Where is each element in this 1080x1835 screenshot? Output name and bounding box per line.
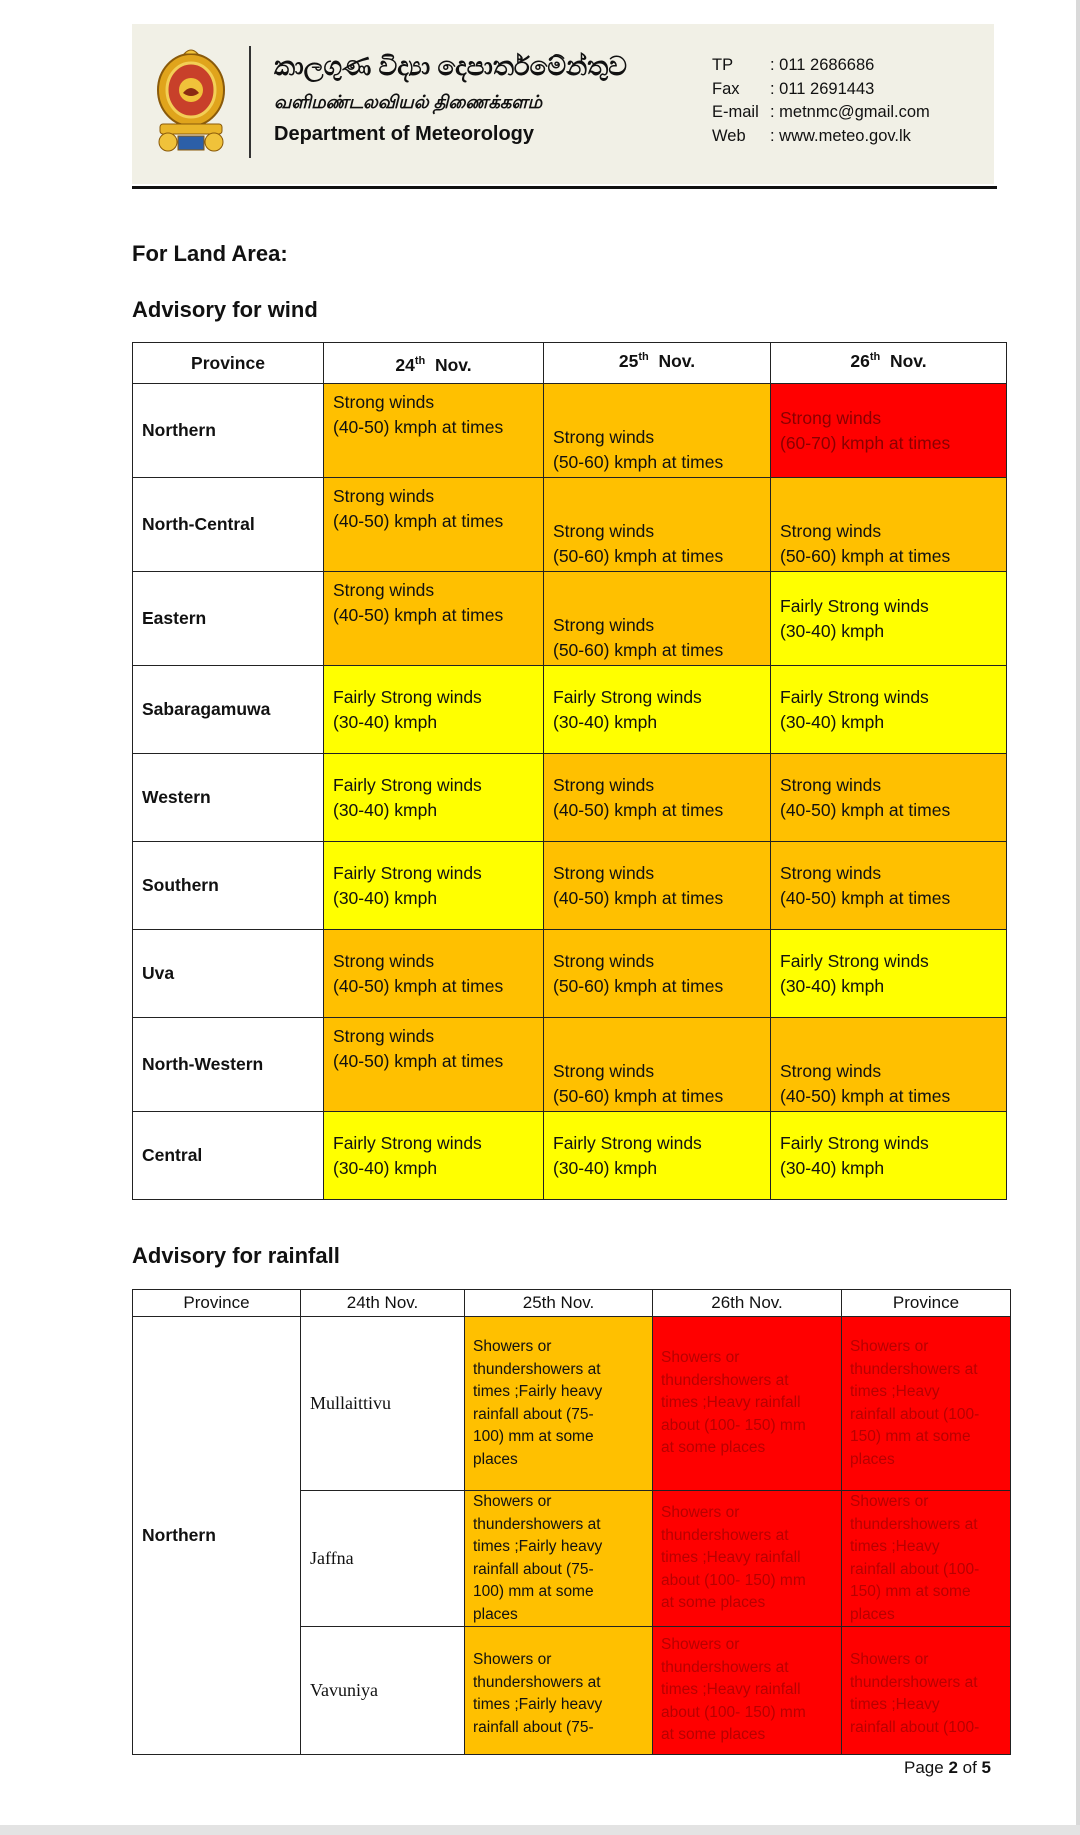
wind-advisory-text: Strong winds <box>553 774 655 795</box>
header-divider <box>249 46 251 158</box>
rain-advisory-line: times ;Heavy <box>850 1383 940 1400</box>
wind-province-cell: Uva <box>133 930 324 1018</box>
org-name-english: Department of Meteorology <box>274 123 535 145</box>
wind-advisory-cell <box>771 1018 1007 1112</box>
rain-advisory-line: Showers or <box>850 1493 929 1510</box>
wind-row <box>133 930 1007 1018</box>
rain-advisory-line: thundershowers at <box>661 1658 789 1676</box>
wind-advisory-cell <box>544 384 771 478</box>
wind-advisory-text: Strong winds <box>780 774 882 795</box>
rain-row <box>133 1317 1011 1491</box>
wind-advisory-cell <box>324 572 544 666</box>
wind-province-cell: Northern <box>133 384 324 478</box>
rain-advisory-cell <box>653 1491 842 1627</box>
wind-speed-text: (40-50) kmph at times <box>780 1086 951 1106</box>
wind-speed-text: (40-50) kmph at times <box>333 975 504 996</box>
wind-advisory-text: Fairly Strong winds <box>780 1132 929 1153</box>
rain-advisory-line: places <box>850 1605 895 1623</box>
rainfall-advisory-heading: Advisory for rainfall <box>132 1243 340 1268</box>
wind-speed-text: (50-60) kmph at times <box>553 640 724 660</box>
rain-advisory-cell <box>842 1491 1011 1627</box>
rain-advisory-line: times ;Heavy rainfall <box>661 1549 801 1567</box>
wind-advisory-cell <box>544 666 771 754</box>
rain-col-province-2: Province <box>842 1290 1011 1317</box>
rain-advisory-line: times ;Heavy rainfall <box>661 1394 801 1412</box>
wind-advisory-cell <box>544 930 771 1018</box>
wind-advisory-cell <box>544 478 771 572</box>
wind-advisory-cell <box>324 930 544 1018</box>
wind-advisory-cell <box>771 478 1007 572</box>
wind-row <box>133 572 1007 666</box>
contact-info <box>712 54 930 148</box>
rain-advisory-line: rainfall about (100- <box>850 1405 980 1423</box>
wind-speed-text: (30-40) kmph <box>780 975 885 996</box>
rain-advisory-line: thundershowers at <box>473 1673 601 1691</box>
letterhead <box>132 24 994 184</box>
wind-province-cell: North-Western <box>133 1018 324 1112</box>
rain-advisory-line: thundershowers at <box>850 1515 978 1533</box>
rain-advisory-line: Showers or <box>661 1349 740 1367</box>
rain-col-24: 24th Nov. <box>301 1290 465 1317</box>
rain-advisory-line: 100) mm at some <box>473 1583 594 1600</box>
contact-phone: TP : 011 2686686 <box>712 56 875 74</box>
wind-speed-text: (40-50) kmph at times <box>780 887 951 908</box>
wind-row <box>133 666 1007 754</box>
wind-province-cell: North-Central <box>133 478 324 572</box>
org-name-sinhala: කාලගුණ විද්‍යා දෙපාර්තමේන්තුව <box>274 51 627 81</box>
land-area-heading: For Land Area: <box>132 241 288 266</box>
rain-advisory-line: rainfall about (75- <box>473 1560 594 1578</box>
wind-advisory-text: Strong winds <box>553 521 655 541</box>
wind-advisory-cell <box>544 572 771 666</box>
rain-col-province: Province <box>133 1290 301 1317</box>
wind-advisory-cell <box>544 1018 771 1112</box>
rain-advisory-cell <box>653 1317 842 1491</box>
wind-advisory-text: Strong winds <box>333 950 435 971</box>
rain-advisory-line: thundershowers at <box>473 1515 601 1533</box>
wind-speed-text: (40-50) kmph at times <box>333 605 504 625</box>
rain-advisory-line: 100) mm at some <box>473 1428 594 1445</box>
rain-advisory-line: places <box>473 1605 518 1623</box>
rain-advisory-cell <box>842 1627 1011 1755</box>
wind-province-cell: Sabaragamuwa <box>133 666 324 754</box>
wind-advisory-cell <box>771 666 1007 754</box>
rain-header-row <box>133 1290 1011 1317</box>
header-rule <box>132 186 997 189</box>
rain-advisory-cell <box>842 1317 1011 1491</box>
wind-speed-text: (50-60) kmph at times <box>553 546 724 566</box>
rain-advisory-line: at some places <box>661 1726 766 1744</box>
wind-advisory-cell <box>324 842 544 930</box>
rain-advisory-line: thundershowers at <box>661 1371 789 1389</box>
wind-advisory-text: Fairly Strong winds <box>333 1132 482 1153</box>
wind-row <box>133 754 1007 842</box>
wind-row <box>133 842 1007 930</box>
wind-speed-text: (50-60) kmph at times <box>780 546 951 566</box>
rain-advisory-line: Showers or <box>661 1636 740 1654</box>
wind-speed-text: (50-60) kmph at times <box>553 1086 724 1106</box>
wind-advisory-text: Fairly Strong winds <box>780 950 929 971</box>
rain-advisory-line: Showers or <box>473 1651 552 1668</box>
rain-advisory-line: times ;Fairly heavy <box>473 1383 603 1400</box>
wind-advisory-cell <box>544 842 771 930</box>
page-number: Page 2 of 5 <box>904 1758 991 1777</box>
wind-advisory-cell <box>771 1112 1007 1200</box>
rain-district-cell: Mullaittivu <box>301 1317 465 1491</box>
contact-fax: Fax : 011 2691443 <box>712 79 875 98</box>
wind-advisory-text: Strong winds <box>780 1061 882 1081</box>
wind-col-date: 26th Nov. <box>771 343 1007 384</box>
rain-advisory-line: about (100- 150) mm <box>661 1571 806 1589</box>
wind-speed-text: (40-50) kmph at times <box>333 417 504 437</box>
rain-advisory-line: at some places <box>661 1594 766 1612</box>
wind-advisory-cell <box>324 478 544 572</box>
wind-advisory-cell <box>324 754 544 842</box>
wind-advisory-text: Fairly Strong winds <box>333 686 482 707</box>
wind-advisory-cell <box>771 842 1007 930</box>
wind-advisory-text: Strong winds <box>333 580 435 600</box>
wind-advisory-text: Strong winds <box>780 862 882 883</box>
page-edge-bottom <box>0 1825 1080 1835</box>
wind-speed-text: (30-40) kmph <box>553 1157 658 1178</box>
rain-advisory-line: Showers or <box>661 1504 740 1522</box>
wind-province-cell: Southern <box>133 842 324 930</box>
wind-speed-text: (30-40) kmph <box>333 799 438 820</box>
wind-speed-text: (30-40) kmph <box>553 711 658 732</box>
wind-row <box>133 384 1007 478</box>
wind-col-date: 25th Nov. <box>544 343 771 384</box>
wind-advisory-cell <box>324 384 544 478</box>
wind-advisory-cell <box>544 1112 771 1200</box>
rain-advisory-line: times ;Heavy rainfall <box>661 1681 801 1699</box>
rain-advisory-line: Showers or <box>850 1651 929 1668</box>
rain-advisory-line: places <box>850 1450 895 1468</box>
wind-province-cell: Central <box>133 1112 324 1200</box>
rain-advisory-line: rainfall about (100- <box>850 1718 980 1736</box>
wind-advisory-table <box>132 342 1007 1200</box>
wind-advisory-cell <box>324 1112 544 1200</box>
wind-advisory-text: Fairly Strong winds <box>333 774 482 795</box>
wind-advisory-cell <box>544 754 771 842</box>
rain-district-cell: Jaffna <box>301 1491 465 1627</box>
rain-advisory-cell <box>465 1627 653 1755</box>
page-edge <box>1076 0 1080 1835</box>
rain-col-25: 25th Nov. <box>465 1290 653 1317</box>
wind-advisory-text: Fairly Strong winds <box>780 686 929 707</box>
rain-advisory-line: 150) mm at some <box>850 1583 971 1600</box>
rain-district-cell: Vavuniya <box>301 1627 465 1755</box>
wind-advisory-cell <box>771 572 1007 666</box>
wind-row <box>133 1018 1007 1112</box>
rain-advisory-line: times ;Heavy <box>850 1696 940 1713</box>
wind-speed-text: (50-60) kmph at times <box>553 452 724 472</box>
rain-advisory-cell <box>465 1491 653 1627</box>
wind-advisory-cell <box>324 1018 544 1112</box>
wind-speed-text: (40-50) kmph at times <box>553 799 724 820</box>
rain-advisory-line: about (100- 150) mm <box>661 1703 806 1721</box>
contact-web: Web : www.meteo.gov.lk <box>712 126 911 145</box>
rain-advisory-line: Showers or <box>473 1493 552 1510</box>
rain-advisory-line: Showers or <box>473 1338 552 1355</box>
wind-speed-text: (30-40) kmph <box>780 711 885 732</box>
rain-advisory-line: 150) mm at some <box>850 1428 971 1445</box>
rain-advisory-line: thundershowers at <box>473 1360 601 1378</box>
wind-advisory-cell <box>771 930 1007 1018</box>
wind-advisory-text: Fairly Strong winds <box>553 686 702 707</box>
wind-advisory-cell <box>771 754 1007 842</box>
wind-advisory-text: Strong winds <box>553 615 655 635</box>
national-emblem-icon <box>154 46 228 154</box>
wind-col-date: 24th Nov. <box>324 343 544 384</box>
rain-advisory-line: rainfall about (75- <box>473 1718 594 1736</box>
wind-advisory-text: Strong winds <box>333 1026 435 1046</box>
wind-advisory-cell <box>324 666 544 754</box>
rain-advisory-line: thundershowers at <box>661 1526 789 1544</box>
rain-advisory-line: rainfall about (100- <box>850 1560 980 1578</box>
wind-speed-text: (30-40) kmph <box>780 1157 885 1178</box>
wind-speed-text: (30-40) kmph <box>780 620 885 641</box>
rain-advisory-line: times ;Fairly heavy <box>473 1696 603 1713</box>
wind-advisory-text: Strong winds <box>333 486 435 506</box>
wind-advisory-text: Strong winds <box>333 392 435 412</box>
rainfall-advisory-table <box>132 1289 1011 1755</box>
wind-advisory-heading: Advisory for wind <box>132 297 318 322</box>
wind-speed-text: (30-40) kmph <box>333 1157 438 1178</box>
rain-advisory-line: at some places <box>661 1439 766 1457</box>
wind-header-row <box>133 343 1007 384</box>
rain-advisory-line: about (100- 150) mm <box>661 1416 806 1434</box>
wind-row <box>133 478 1007 572</box>
wind-row <box>133 1112 1007 1200</box>
rain-advisory-line: times ;Fairly heavy <box>473 1538 603 1555</box>
rain-advisory-cell <box>653 1627 842 1755</box>
rain-col-26: 26th Nov. <box>653 1290 842 1317</box>
wind-province-cell: Eastern <box>133 572 324 666</box>
wind-province-cell: Western <box>133 754 324 842</box>
org-name-tamil: வளிமண்டலவியல் திணைக்களம் <box>274 92 543 112</box>
wind-advisory-cell <box>771 384 1007 478</box>
contact-email: E-mail : metnmc@gmail.com <box>712 103 930 121</box>
wind-advisory-text: Strong winds <box>553 950 655 971</box>
wind-advisory-text: Fairly Strong winds <box>553 1132 702 1153</box>
wind-speed-text: (40-50) kmph at times <box>553 887 724 908</box>
wind-speed-text: (50-60) kmph at times <box>553 975 724 996</box>
wind-col-province: Province <box>133 343 324 384</box>
rain-advisory-line: thundershowers at <box>850 1360 978 1378</box>
wind-advisory-text: Fairly Strong winds <box>780 595 929 616</box>
wind-advisory-text: Strong winds <box>553 427 655 447</box>
rain-province-cell: Northern <box>133 1317 301 1755</box>
wind-advisory-text: Strong winds <box>553 1061 655 1081</box>
wind-speed-text: (30-40) kmph <box>333 887 438 908</box>
wind-speed-text: (30-40) kmph <box>333 711 438 732</box>
wind-advisory-text: Strong winds <box>553 862 655 883</box>
wind-advisory-text: Fairly Strong winds <box>333 862 482 883</box>
wind-speed-text: (40-50) kmph at times <box>333 1051 504 1071</box>
wind-advisory-text: Strong winds <box>780 407 882 428</box>
rain-advisory-line: times ;Heavy <box>850 1538 940 1555</box>
rain-advisory-line: rainfall about (75- <box>473 1405 594 1423</box>
rain-advisory-line: Showers or <box>850 1338 929 1355</box>
wind-speed-text: (40-50) kmph at times <box>780 799 951 820</box>
rain-advisory-line: thundershowers at <box>850 1673 978 1691</box>
wind-advisory-text: Strong winds <box>780 521 882 541</box>
rain-advisory-cell <box>465 1317 653 1491</box>
wind-speed-text: (40-50) kmph at times <box>333 511 504 531</box>
wind-speed-text: (60-70) kmph at times <box>780 432 951 453</box>
rain-advisory-line: places <box>473 1450 518 1468</box>
